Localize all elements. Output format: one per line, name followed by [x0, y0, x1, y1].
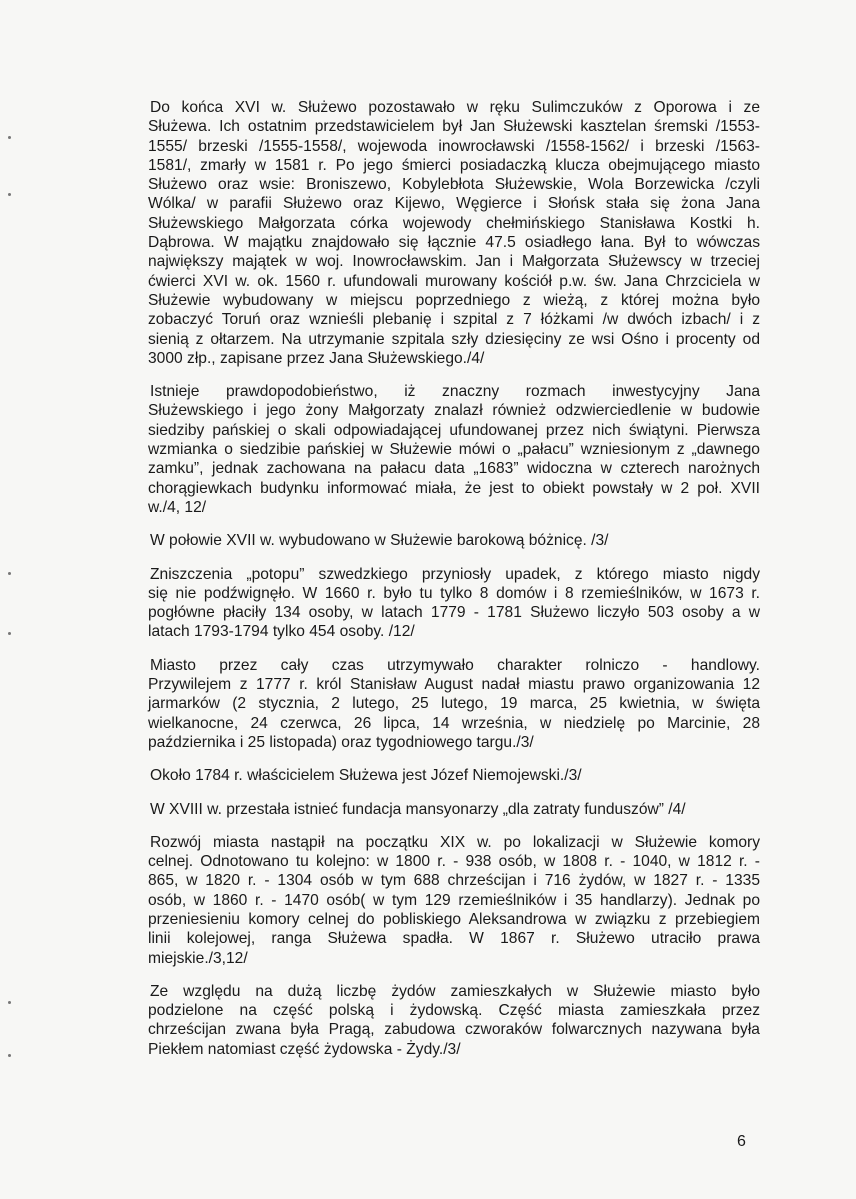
- text-line: chrześcijan zwana była Pragą, zabudowa czworaków folwarcznych nazywana była: [148, 1021, 760, 1039]
- text-line: Służewskiego i jego żony Małgorzaty znalazł również odzwierciedlenie w budowie: [148, 402, 760, 420]
- paragraph: [148, 531, 760, 550]
- text-line: Istnieje prawdopodobieństwo, iż znaczny rozmach inwestycyjny Jana: [150, 383, 760, 401]
- margin-dot: [8, 1054, 11, 1057]
- text-line: Rozwój miasta nastąpił na początku XIX w. po lokalizacji w Służewie komory: [150, 833, 760, 851]
- paragraph: [148, 382, 760, 517]
- paragraph: [148, 982, 760, 1059]
- paragraph: [148, 766, 760, 785]
- text-line: się nie podźwignęło. W 1660 r. było tu tylko 8 domów i 8 rzemieślników, w 1673 r.: [148, 584, 760, 602]
- text-line: wzmianka o siedzibie pańskiej w Służewie mówi o „pałacu” wzniesionym z „dawnego: [148, 441, 760, 459]
- paragraph: [148, 98, 760, 368]
- text-line: osób, w 1860 r. - 1470 osób( w tym 129 rzemieślników i 35 handlarzy). Jednak po: [148, 891, 760, 909]
- text-line: zamku”, jednak zachowana na pałacu data „1683” widoczna w czterech narożnych: [148, 460, 760, 478]
- text-line: miejskie./3,12/: [148, 949, 248, 967]
- text-line: chorągiewkach budynku informować miała, że jest to obiekt powstały w 2 poł. XVII: [148, 479, 760, 497]
- paragraph: [148, 656, 760, 752]
- text-line: przeniesieniu komory celnej do pobliskiego Aleksandrowa w związku z przebiegiem: [148, 910, 760, 928]
- text-line: Około 1784 r. właścicielem Służewa jest Józef Niemojewski./3/: [150, 767, 582, 785]
- text-line: Wólka/ w parafii Służewo oraz Kijewo, Węgierce i Słońsk stała się żona Jana: [148, 195, 760, 213]
- text-line: zobaczyć Toruń oraz wznieśli plebanię i szpital z 7 łóżkami /w dwóch izbach/ i z: [148, 311, 760, 329]
- margin-dot: [8, 1001, 11, 1004]
- text-line: celnej. Odnotowano tu kolejno: w 1800 r. - 938 osób, w 1808 r. - 1040, w 1812 r. -: [148, 853, 760, 871]
- text-line: Służewo oraz wsie: Broniszewo, Kobylebłota Służewskie, Wola Borzewicka /czyli: [148, 176, 760, 194]
- text-line: Piekłem natomiast część żydowska - Żydy./3/: [148, 1040, 461, 1058]
- text-line: jarmarków (2 stycznia, 2 lutego, 25 lutego, 19 marca, 25 kwietnia, w święta: [148, 695, 760, 713]
- text-line: Do końca XVI w. Służewo pozostawało w ręku Sulimczuków z Oporowa i ze: [150, 99, 760, 116]
- text-line: Służewskiego Małgorzata córka wojewody chełmińskiego Stanisława Kostki h.: [148, 214, 760, 232]
- text-line: sienią z ołtarzem. Na utrzymanie szpitala szły dziesięciny ze wsi Ośno i procenty od: [148, 330, 760, 348]
- margin-dot: [8, 632, 11, 635]
- text-line: Służewa. Ich ostatnim przedstawicielem był Jan Służewski kasztelan śremski /1553-: [148, 118, 760, 136]
- text-line: Dąbrowa. W majątku znajdowało się łącznie 47.5 osiadłego łana. Był to wówczas: [148, 234, 760, 252]
- text-line: pogłówne płaciły 134 osoby, w latach 1779 - 1781 Służewo liczyło 503 osoby a w: [148, 604, 760, 622]
- text-line: podzielone na część polską i żydowską. Część miasta zamieszkała przez: [148, 1002, 760, 1020]
- body-text: [148, 98, 760, 1073]
- text-line: latach 1793-1794 tylko 454 osoby. /12/: [148, 623, 415, 641]
- paragraph: [148, 800, 760, 819]
- text-line: ćwierci XVI w. ok. 1560 r. ufundowali murowany kościół p.w. św. Jana Chrzciciela w: [148, 272, 760, 290]
- text-line: 1581/, zmarły w 1581 r. Po jego śmierci posiadaczką klucza obejmującego miasto: [148, 156, 760, 174]
- text-line: Służewie wybudowany w miejscu poprzedniego z wieżą, z której można było: [148, 291, 760, 309]
- text-line: Zniszczenia „potopu” szwedzkiego przyniosły upadek, z którego miasto nigdy: [150, 565, 760, 583]
- paragraph: [148, 565, 760, 642]
- text-line: linii kolejowej, ranga Służewa spadła. W 1867 r. Służewo utraciło prawa: [148, 930, 760, 948]
- paragraph: [148, 833, 760, 968]
- margin-dot: [8, 193, 11, 196]
- margin-dot: [8, 572, 11, 575]
- text-line: Przywilejem z 1777 r. król Stanisław August nadał miastu prawo organizowania 12: [148, 676, 760, 694]
- text-line: 865, w 1820 r. - 1304 osób w tym 688 chrześcijan i 716 żydów, w 1827 r. - 1335: [148, 872, 760, 890]
- text-line: siedziby pańskiej o skali odpowiadającej ufundowanej przez nich świątyni. Pierwsza: [148, 421, 760, 439]
- text-line: Miasto przez cały czas utrzymywało charakter rolniczo - handlowy.: [150, 656, 760, 674]
- text-line: w./4, 12/: [148, 498, 207, 516]
- text-line: Ze względu na dużą liczbę żydów zamieszkałych w Służewie miasto było: [150, 982, 760, 1000]
- text-line: W połowie XVII w. wybudowano w Służewie barokową bóżnicę. /3/: [150, 532, 609, 550]
- page-number: 6: [737, 1133, 746, 1150]
- text-line: największy majątek w woj. Inowrocławskim. Jan i Małgorzata Służewscy w trzeciej: [148, 253, 760, 271]
- margin-dot: [8, 136, 11, 139]
- text-line: W XVIII w. przestała istnieć fundacja mansyonarzy „dla zatraty funduszów” /4/: [150, 800, 686, 818]
- text-line: wielkanocne, 24 czerwca, 26 lipca, 14 września, w niedzielę po Marcinie, 28: [148, 714, 760, 732]
- text-line: października i 25 listopada) oraz tygodniowego targu./3/: [148, 733, 534, 751]
- text-line: 3000 złp., zapisane przez Jana Służewskiego./4/: [148, 349, 485, 367]
- text-line: 1555/ brzeski /1555-1558/, wojewoda inowrocławski /1558-1562/ i brzeski /1563-: [148, 137, 760, 155]
